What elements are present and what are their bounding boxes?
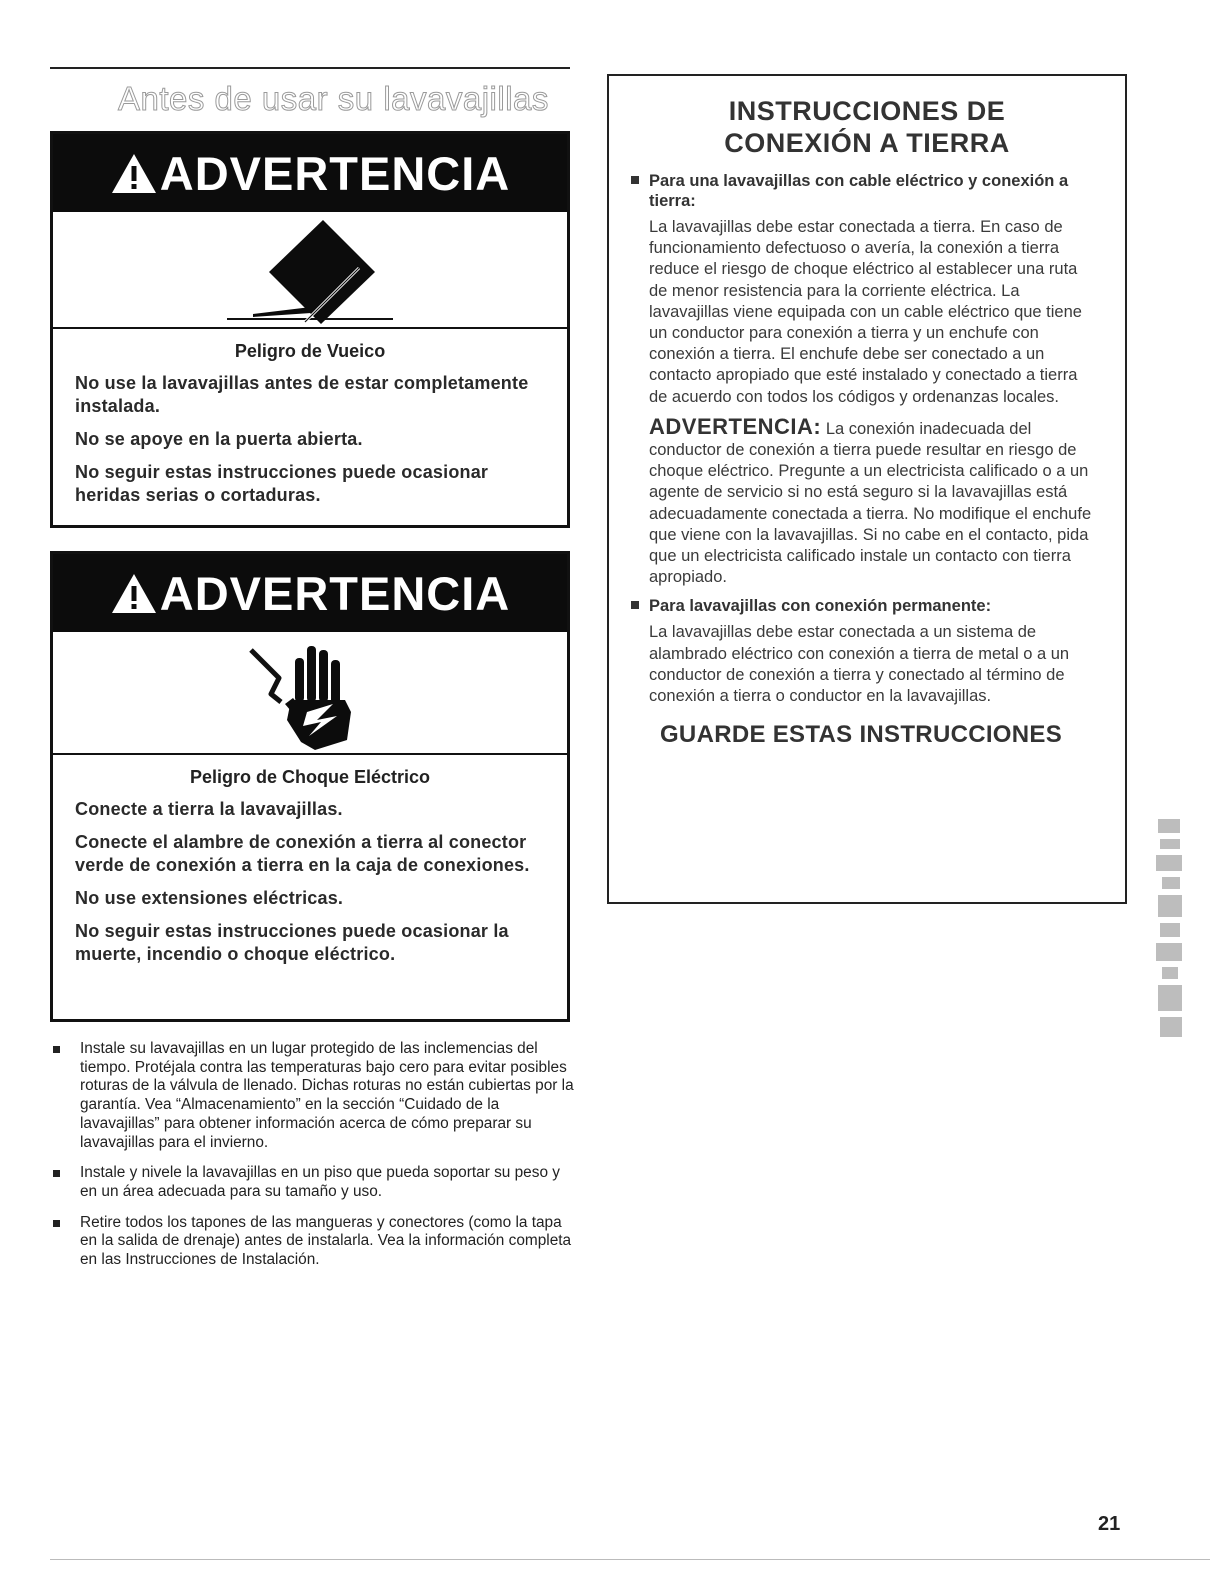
warning-line: Conecte el alambre de conexión a tierra al conector verde de conexión a tierra en la caja de conexiones. xyxy=(75,832,530,875)
heading-text: Para una lavavajillas con cable eléctrico y conexión a tierra: xyxy=(649,172,1069,210)
warning-text: La conexión inadecuada del conductor de conexión a tierra puede resultar en riesgo de choque eléctrico. Pregunte a un electricista calificado o a un agente de servicio si no está seguro si la lavavajillas está adecuadamente conectada a tierra. No modifique el enchufe que viene con la lavavajillas. Si no cabe en el contacto, pida que un electricista calificado instale un contacto con tierra apropiado. xyxy=(649,419,1092,587)
section-title: Antes de usar su lavavajillas xyxy=(118,80,549,117)
warning-triangle-icon xyxy=(110,571,158,615)
permanent-grounding-paragraph: La lavavajillas debe estar conectada a un sistema de alambrado eléctrico con conexión a tierra de metal o a un conductor de conexión a tierra y conectado al término de conexión a tierra o conductor en la lavavajillas. xyxy=(649,623,1070,706)
warning-triangle-icon xyxy=(110,151,158,195)
bullet-square-icon xyxy=(631,176,639,184)
grounding-title-line: CONEXIÓN A TIERRA xyxy=(724,128,1010,158)
margin-scan-marks xyxy=(1150,815,1190,1055)
bullet-square-icon xyxy=(53,1170,60,1177)
list-item-text: Instale su lavavajillas en un lugar protegido de las inclemencias del tiempo. Protéjala contra las temperaturas bajo cero para evitar posibles roturas de la válvula de llenado. Dichas roturas no están cubiertas por la garantía. Vea “Almacenamiento” en la sección “Cuidado de la lavavajillas” para obtener información acerca de cómo preparar su lavavajillas para el invierno. xyxy=(80,1040,574,1151)
warning-line: No se apoye en la puerta abierta. xyxy=(75,429,363,449)
bullet-square-icon xyxy=(53,1220,60,1227)
bullet-square-icon xyxy=(631,601,639,609)
warning-line: No seguir estas instrucciones puede ocasionar heridas serias o cortaduras. xyxy=(75,462,489,505)
electric-shock-hand-icon xyxy=(53,632,567,753)
list-item xyxy=(50,1164,580,1201)
list-item-text: Retire todos los tapones de las mangueras y conectores (como la tapa en la salida de drenaje) antes de instalarla. Vea la información completa en las Instrucciones de Instalación. xyxy=(80,1213,572,1269)
heading-text: Para lavavajillas con conexión permanente: xyxy=(649,597,992,616)
warning-banner-label: ADVERTENCIA xyxy=(159,566,511,620)
warning-banner xyxy=(53,554,567,632)
bottom-rule xyxy=(50,1559,1210,1560)
warning-banner xyxy=(53,134,567,212)
grounding-instructions-box xyxy=(607,74,1127,904)
installation-bullet-list xyxy=(50,1040,580,1282)
electric-shock-warning-box xyxy=(50,551,570,1022)
hazard-name: Peligro de Vueico xyxy=(234,341,386,361)
warning-line: No seguir estas instrucciones puede ocasionar la muerte, incendio o choque eléctrico. xyxy=(75,921,509,964)
tip-over-hazard-icon xyxy=(53,212,567,327)
grounding-warning-paragraph xyxy=(629,413,1093,589)
permanent-connection-heading xyxy=(629,596,1093,616)
warning-word: ADVERTENCIA: xyxy=(649,413,822,439)
tip-over-pictogram-area xyxy=(53,212,567,329)
top-rule xyxy=(50,67,570,69)
list-item-text: Instale y nivele la lavavajillas en un piso que pueda soportar su peso y en un área adecuada para su tamaño y uso. xyxy=(80,1164,560,1200)
hazard-name: Peligro de Choque Eléctrico xyxy=(189,767,431,787)
corded-dishwasher-heading xyxy=(629,171,1093,211)
grounding-title xyxy=(609,95,1125,159)
corded-grounding-paragraph: La lavavajillas debe estar conectada a tierra. En caso de funcionamiento defectuoso o avería, la conexión a tierra reduce el riesgo de choque eléctrico al establecer una ruta de menor resistencia para la corriente eléctrica. La lavavajillas viene equipada con un cable eléctrico que tiene un conductor para conexión a tierra y un enchufe con conexión a tierra. El enchufe debe ser conectado a un contacto apropiado que esté instalado y conectado a tierra de acuerdo con todos los códigos y ordenanzas locales. xyxy=(649,218,1082,406)
electric-shock-pictogram-area xyxy=(53,632,567,755)
warning-line: Conecte a tierra la lavavajillas. xyxy=(75,799,343,819)
warning-banner-label: ADVERTENCIA xyxy=(159,146,511,200)
save-instructions-text: GUARDE ESTAS INSTRUCCIONES xyxy=(659,721,1063,749)
list-item xyxy=(50,1040,580,1152)
bullet-square-icon xyxy=(53,1046,60,1053)
warning-line: No use extensiones eléctricas. xyxy=(75,888,344,908)
grounding-title-line: INSTRUCCIONES DE xyxy=(728,96,1006,126)
tip-over-warning-box xyxy=(50,131,570,528)
page-number: 21 xyxy=(1098,1513,1121,1535)
list-item xyxy=(50,1214,580,1270)
warning-line: No use la lavavajillas antes de estar completamente instalada. xyxy=(75,373,529,416)
